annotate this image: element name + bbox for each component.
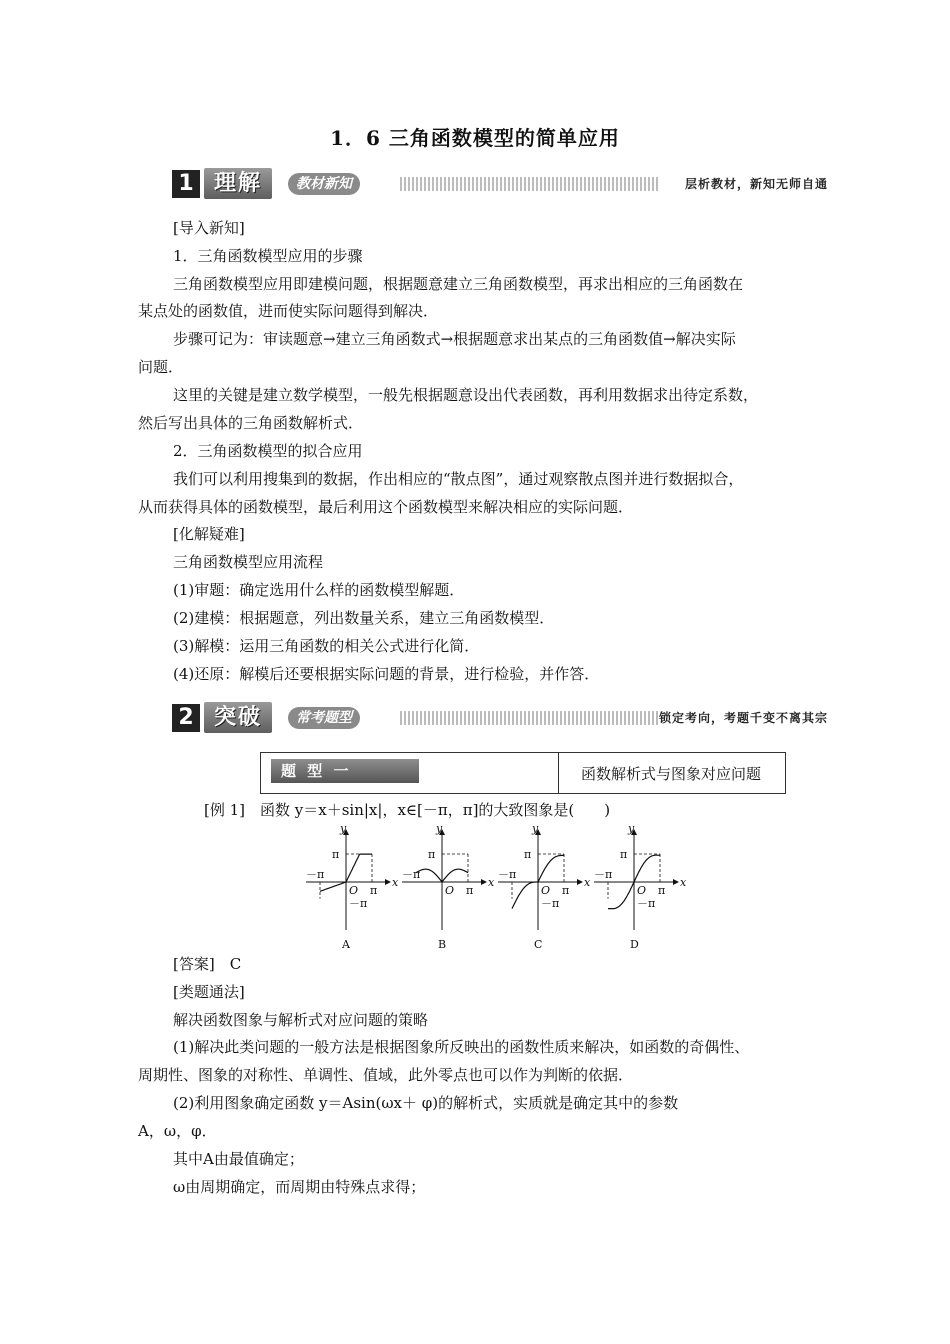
paragraph-3a: 这里的关键是建立数学模型，一般先根据题意设出代表函数，再利用数据求出待定系数， — [173, 386, 759, 404]
y-axis-label: y — [532, 824, 539, 835]
section-banner-breakthrough — [168, 701, 840, 735]
strategy-title: 解决函数图象与解析式对应问题的策略 — [173, 1011, 429, 1029]
flow-step-1: (1)审题：确定选用什么样的函数模型解题． — [173, 581, 465, 599]
heading-1: 1．三角函数模型应用的步骤 — [173, 247, 363, 265]
x-axis-label: x — [488, 876, 495, 889]
strategy-2a: (2)利用图象确定函数 y＝Asin(ωx＋ φ)的解析式，实质就是确定其中的参数 — [173, 1094, 679, 1112]
option-letter: A — [342, 938, 350, 951]
banner-sub-label: 教材新知 — [288, 173, 360, 195]
neg-pi-label: －π — [349, 896, 368, 910]
paragraph-4a: 我们可以利用搜集到的数据，作出相应的“散点图”，通过观察散点图并进行数据拟合， — [173, 470, 744, 488]
origin-label: O — [541, 884, 551, 897]
pi-label: π — [620, 848, 628, 861]
pi-label: π — [466, 884, 474, 897]
example-question: [例 1] 函数 y＝x＋sin|x|，x∈[－π，π]的大致图象是( ) — [204, 801, 611, 819]
flow-step-3: (3)解模：运用三角函数的相关公式进行化简． — [173, 637, 480, 655]
graphs-svg — [302, 824, 686, 954]
x-axis-label: x — [392, 876, 399, 889]
paragraph-4b: 从而获得具体的函数模型，最后利用这个函数模型来解决相应的实际问题． — [138, 498, 634, 516]
pi-label: π — [562, 884, 570, 897]
y-axis-label: y — [436, 824, 443, 835]
graph-option-D — [594, 824, 686, 951]
origin-label: O — [445, 884, 455, 897]
divider — [558, 753, 559, 793]
option-letter: C — [534, 938, 543, 951]
banner-stripes — [400, 711, 660, 725]
strategy-2b: A，ω，φ． — [138, 1122, 217, 1140]
paragraph-2b: 问题． — [138, 358, 184, 376]
page-title: 1．6 三角函数模型的简单应用 — [330, 126, 620, 150]
neg-pi-label: －π — [541, 896, 560, 910]
banner-main-label: 理解 — [204, 168, 272, 199]
neg-pi-label: －π — [306, 868, 325, 881]
banner-number: 1 — [172, 170, 200, 198]
banner-motto: 锁定考向，考题千变不离其宗 — [658, 711, 828, 725]
method-tag: [类题通法] — [173, 983, 245, 1001]
strategy-1a: (1)解决此类问题的一般方法是根据图象所反映出的函数性质来解决，如函数的奇偶性、 — [173, 1038, 750, 1056]
question-type-box — [260, 752, 786, 794]
y-axis-label: y — [340, 824, 347, 835]
flow-step-4: (4)还原：解模后还要根据实际问题的背景，进行检验，并作答． — [173, 665, 600, 683]
banner-motto: 层析教材，新知无师自通 — [684, 177, 828, 191]
paragraph-1b: 某点处的函数值，进而使实际问题得到解决． — [138, 302, 439, 320]
neg-pi-label: －π — [402, 868, 421, 881]
graph-option-A — [306, 824, 399, 951]
paragraph-3b: 然后写出具体的三角函数解析式． — [138, 414, 364, 432]
pi-label: π — [658, 884, 666, 897]
heading-2: 2．三角函数模型的拟合应用 — [173, 442, 363, 460]
banner-sub-label: 常考题型 — [288, 707, 360, 729]
banner-main-label: 突破 — [204, 702, 272, 733]
strategy-1b: 周期性、图象的对称性、单调性、值域，此外零点也可以作为判断的依据． — [138, 1066, 634, 1084]
strategy-4: ω由周期确定，而周期由特殊点求得； — [173, 1178, 426, 1196]
option-letter: D — [630, 938, 639, 951]
section-banner-understand — [168, 167, 840, 201]
neg-pi-label: －π — [594, 868, 613, 881]
strategy-3: 其中A由最值确定； — [173, 1150, 304, 1168]
flow-step-2: (2)建模：根据题意，列出数量关系，建立三角函数模型． — [173, 609, 555, 627]
origin-label: O — [637, 884, 647, 897]
intro-tag: [导入新知] — [173, 219, 245, 237]
paragraph-1a: 三角函数模型应用即建模问题，根据题意建立三角函数模型，再求出相应的三角函数在 — [173, 275, 744, 293]
x-axis-label: x — [680, 876, 686, 889]
pi-label: π — [370, 884, 378, 897]
graph-option-C — [498, 824, 591, 951]
pi-label: π — [332, 848, 340, 861]
banner-number: 2 — [172, 704, 200, 732]
origin-label: O — [349, 884, 359, 897]
paragraph-2a: 步骤可记为：审读题意→建立三角函数式→根据题意求出某点的三角函数值→解决实际 — [173, 330, 736, 348]
difficulty-tag: [化解疑难] — [173, 525, 245, 543]
answer: [答案] C — [173, 955, 242, 973]
pi-label: π — [428, 848, 436, 861]
flow-title: 三角函数模型应用流程 — [173, 553, 324, 571]
pi-label: π — [524, 848, 532, 861]
question-type-title: 函数解析式与图象对应问题 — [580, 765, 761, 783]
banner-stripes — [400, 177, 660, 191]
neg-pi-label: －π — [637, 896, 656, 910]
graph-option-B — [402, 824, 495, 951]
question-type-label: 题 型 一 — [271, 759, 419, 783]
y-axis-label: y — [628, 824, 635, 835]
option-letter: B — [438, 938, 447, 951]
option-graphs — [302, 824, 686, 954]
x-axis-label: x — [584, 876, 591, 889]
neg-pi-label: －π — [498, 868, 517, 881]
